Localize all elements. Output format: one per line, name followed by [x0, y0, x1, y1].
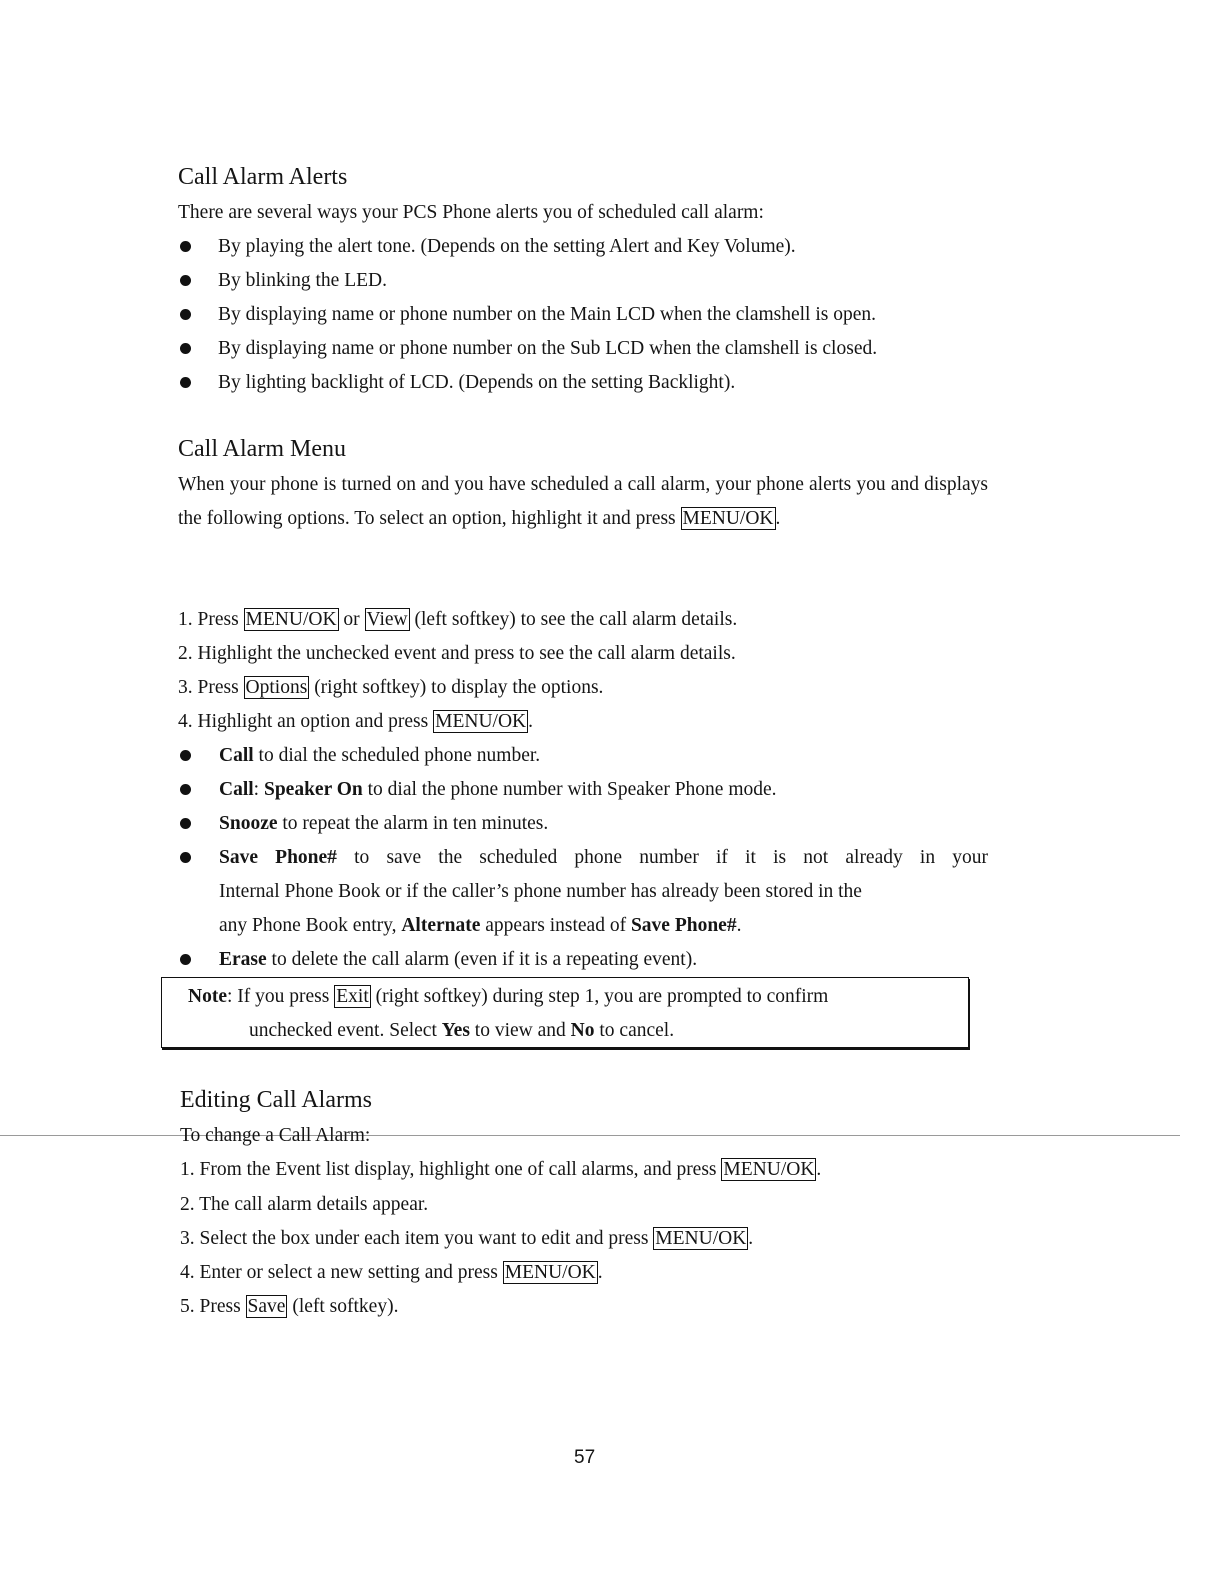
note-text: unchecked event. Select — [249, 1020, 437, 1041]
option-name: Save Phone# — [219, 847, 337, 868]
step-text: 3. Press — [178, 677, 239, 698]
edit-step-1: 1. From the Event list display, highlight one of call alarms, and press MENU/OK . — [180, 1159, 822, 1180]
bullet-icon — [180, 818, 191, 829]
view-key: View — [366, 609, 408, 630]
alert-bullet-5: By lighting backlight of LCD. (Depends on the setting Backlight). — [218, 372, 736, 393]
step-text: 1. Press — [178, 609, 239, 630]
option-save-line1 — [219, 841, 988, 875]
edit-step-5 — [180, 1290, 398, 1324]
alert-bullet-1: By playing the alert tone. (Depends on the setting Alert and Key Volume). — [218, 236, 796, 257]
edit-step-3: 3. Select the box under each item you want to edit and press MENU/OK . — [180, 1228, 754, 1249]
option-name: Call — [219, 779, 254, 800]
menu-intro-text: When your phone is turned on and you have scheduled a call alarm, your phone alerts you and displays the following options. To select an option, highlight it and press — [178, 474, 988, 529]
option-text: to dial the phone number with Speaker Phone mode. — [367, 779, 777, 800]
bullet-icon — [180, 275, 191, 286]
bullet-icon — [180, 343, 191, 354]
option-text: to repeat the alarm in ten minutes. — [282, 813, 549, 834]
menu-ok-key: MENU/OK — [245, 609, 337, 630]
option-text: to dial the scheduled phone number. — [258, 745, 541, 766]
option-name: Speaker On — [263, 779, 363, 800]
menu-ok-key: MENU/OK — [682, 508, 774, 529]
editing-subtitle: To change a Call Alarm: — [180, 1125, 371, 1146]
note-line-1: Note: If you press Exit (right softkey) during step 1, you are prompted to confirm — [188, 986, 829, 1007]
option-name: Call — [219, 745, 254, 766]
edit-step-4: 4. Enter or select a new setting and press MENU/OK . — [180, 1262, 603, 1283]
alert-bullet-2: By blinking the LED. — [218, 270, 387, 291]
menu-step-1 — [178, 603, 737, 637]
bullet-icon — [180, 309, 191, 320]
option-name: Alternate — [401, 915, 481, 936]
menu-ok-key: MENU/OK — [504, 1262, 596, 1283]
bullet-icon — [180, 750, 191, 761]
menu-intro: When your phone is turned on and you have scheduled a call alarm, your phone alerts you and displays the following options. To select an option, highlight it and press MENU/OK . — [178, 474, 988, 529]
section-title-alerts: Call Alarm Alerts — [178, 164, 348, 190]
edit-step-2: 2. The call alarm details appear. — [180, 1194, 429, 1215]
option-save-line3: any Phone Book entry, Alternate appears instead of Save Phone#. — [219, 915, 742, 936]
menu-ok-key: MENU/OK — [435, 711, 527, 732]
menu-ok-key: MENU/OK — [723, 1159, 815, 1180]
step-text: 4. Highlight an option and press — [178, 711, 429, 732]
step-text: 1. From the Event list display, highlight one of call alarms, and press — [180, 1159, 717, 1180]
bullet-icon — [180, 784, 191, 795]
option-name: Save Phone# — [630, 915, 737, 936]
options-key: Options — [245, 677, 308, 698]
menu-ok-key: MENU/OK — [655, 1228, 747, 1249]
note-text: to view and — [474, 1020, 566, 1041]
note-label: Note — [188, 986, 227, 1007]
alert-bullet-4: By displaying name or phone number on the Sub LCD when the clamshell is closed. — [218, 338, 878, 359]
save-key: Save — [247, 1296, 286, 1317]
option-text: to save the scheduled phone number if it is not already in your — [354, 847, 989, 868]
note-no: No — [570, 1020, 595, 1041]
alerts-intro: There are several ways your PCS Phone alerts you of scheduled call alarm: — [178, 202, 764, 223]
option-text: appears instead of — [485, 915, 627, 936]
bullet-icon — [180, 241, 191, 252]
note-text: (right softkey) during step 1, you are prompted to confirm — [375, 986, 829, 1007]
option-text: any Phone Book entry, — [219, 915, 397, 936]
option-text: to delete the call alarm (even if it is a repeating event). — [271, 949, 698, 970]
option-call-speaker — [219, 773, 777, 807]
section-title-editing: Editing Call Alarms — [180, 1087, 372, 1113]
bullet-icon — [180, 954, 191, 965]
note-yes: Yes — [441, 1020, 470, 1041]
exit-key: Exit — [336, 986, 369, 1007]
option-name: Erase — [219, 949, 267, 970]
step-text: (left softkey). — [292, 1296, 399, 1317]
bullet-icon — [180, 377, 191, 388]
option-erase — [219, 943, 697, 977]
note-text: to cancel. — [599, 1020, 675, 1041]
step-text: 4. Enter or select a new setting and press — [180, 1262, 498, 1283]
option-save-line2: Internal Phone Book or if the caller’s phone number has already been stored in the — [219, 881, 862, 902]
alert-bullet-3: By displaying name or phone number on the Main LCD when the clamshell is open. — [218, 304, 877, 325]
menu-step-2: 2. Highlight the unchecked event and press to see the call alarm details. — [178, 643, 736, 664]
menu-step-3 — [178, 671, 603, 705]
option-name: Snooze — [219, 813, 278, 834]
option-snooze — [219, 807, 548, 841]
note-line-2 — [249, 1014, 674, 1048]
step-text: (right softkey) to display the options. — [314, 677, 604, 698]
step-text: 3. Select the box under each item you want to edit and press — [180, 1228, 649, 1249]
option-text: : — [253, 779, 260, 800]
note-text: If you press — [237, 986, 330, 1007]
menu-step-4: 4. Highlight an option and press MENU/OK . — [178, 711, 533, 732]
step-text: 5. Press — [180, 1296, 241, 1317]
section-title-menu: Call Alarm Menu — [178, 436, 346, 462]
page-number: 57 — [574, 1447, 596, 1468]
step-text: (left softkey) to see the call alarm details. — [414, 609, 738, 630]
scan-line-divider — [0, 1135, 1180, 1136]
step-text: or — [343, 609, 360, 630]
bullet-icon — [180, 852, 191, 863]
option-call — [219, 739, 540, 773]
